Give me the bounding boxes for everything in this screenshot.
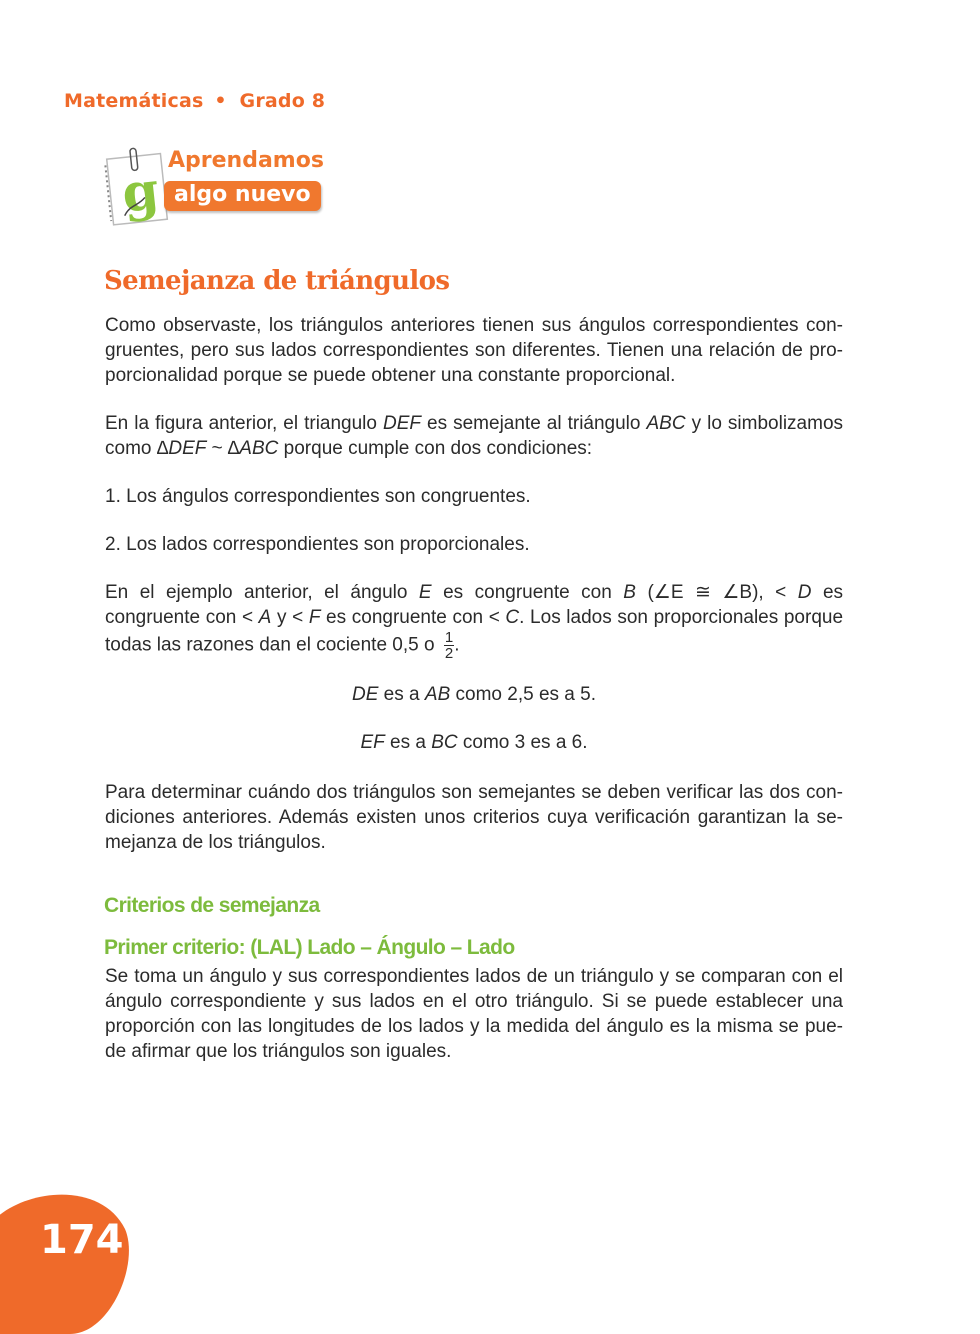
svg-text:g: g	[119, 160, 162, 225]
text-span: . Los lados son proporcionales porque todas las razones dan el cociente 0,5 o	[105, 607, 844, 656]
running-header	[64, 90, 325, 112]
paragraph-4: Para determinar cuándo dos triángulos son semejantes se deben verificar las dos con-diciones anteriores. Además existen unos criterios cuya verificación garantizan la se-mejanza de los triángulos.	[105, 782, 843, 853]
text-span: porque cumple con dos condiciones:	[278, 438, 593, 459]
text-span: B	[623, 582, 636, 603]
paragraph-3	[105, 580, 843, 661]
text-span: es congruente con	[431, 582, 624, 603]
badge-title: Aprendamos	[168, 148, 324, 173]
criteria-heading: Criterios de semejanza	[104, 894, 320, 917]
text-span: como 2,5 es a 5.	[450, 684, 596, 705]
text-span: BC	[431, 732, 458, 753]
paragraph-1: Como observaste, los triángulos anteriores tienen sus ángulos correspondientes con-gruentes, pero sus lados correspondientes son diferentes. Tienen una relación de pro-porcionalidad porque se puede obtener una constante proporcional.	[105, 315, 843, 386]
text-span: En el ejemplo anterior, el ángulo	[105, 582, 419, 603]
text-span: F	[308, 607, 321, 628]
fraction-denominator: 2	[444, 645, 454, 662]
ratio-line-2	[105, 732, 843, 754]
text-span: DEF	[383, 413, 421, 434]
fraction-one-half	[444, 630, 454, 661]
text-span: y lo simbolizamos como	[105, 413, 844, 459]
similarity-notation: ∆DEF ~ ∆ABC	[156, 438, 279, 459]
paragraph-2	[105, 411, 843, 461]
text-span: y <	[271, 607, 309, 628]
text-span: A	[258, 607, 272, 628]
first-criterion-heading: Primer criterio: (LAL) Lado – Ángulo – Lado	[104, 936, 515, 959]
header-grade: Grado 8	[239, 90, 326, 112]
text-span: D	[797, 582, 812, 603]
text-span: AB	[424, 684, 451, 705]
text-span: DE	[352, 684, 379, 705]
header-separator: •	[214, 90, 227, 112]
list-item-1: 1. Los ángulos correspondientes son congruentes.	[105, 486, 531, 507]
text-span: (∠E ≅ ∠B), <	[635, 582, 798, 603]
badge-subtitle: algo nuevo	[164, 181, 321, 211]
page-number: 174	[40, 1217, 124, 1263]
section-title: Semejanza de triángulos	[104, 266, 450, 296]
text-span: ABC	[646, 413, 686, 434]
text-span: es a	[378, 684, 425, 705]
fraction-numerator: 1	[444, 629, 454, 646]
text-span: E	[418, 582, 432, 603]
text-span: como 3 es a 6.	[457, 732, 588, 753]
ratio-line-1	[105, 684, 843, 706]
text-span: C	[505, 607, 520, 628]
text-span: es semejante al triángulo	[421, 413, 647, 434]
text-span: es a	[384, 732, 432, 753]
text-span: EF	[360, 732, 385, 753]
text-span: En la figura anterior, el triangulo	[105, 413, 383, 434]
list-item-2: 2. Los lados correspondientes son proporcionales.	[105, 534, 530, 555]
text-span: es congruente con <	[105, 582, 844, 628]
text-span: .	[454, 634, 460, 656]
first-criterion-text: Se toma un ángulo y sus correspondientes lados de un triángulo y se comparan con el ángulo correspondiente y sus lados en el otro triángulo. Si se puede establecer una proporción con las longitudes de los lados y la medida del ángulo es la misma se pue-de afirmar que los triángulos son iguales.	[105, 966, 843, 1062]
header-subject: Matemáticas	[64, 90, 204, 112]
text-span: es congruente con <	[320, 607, 506, 628]
